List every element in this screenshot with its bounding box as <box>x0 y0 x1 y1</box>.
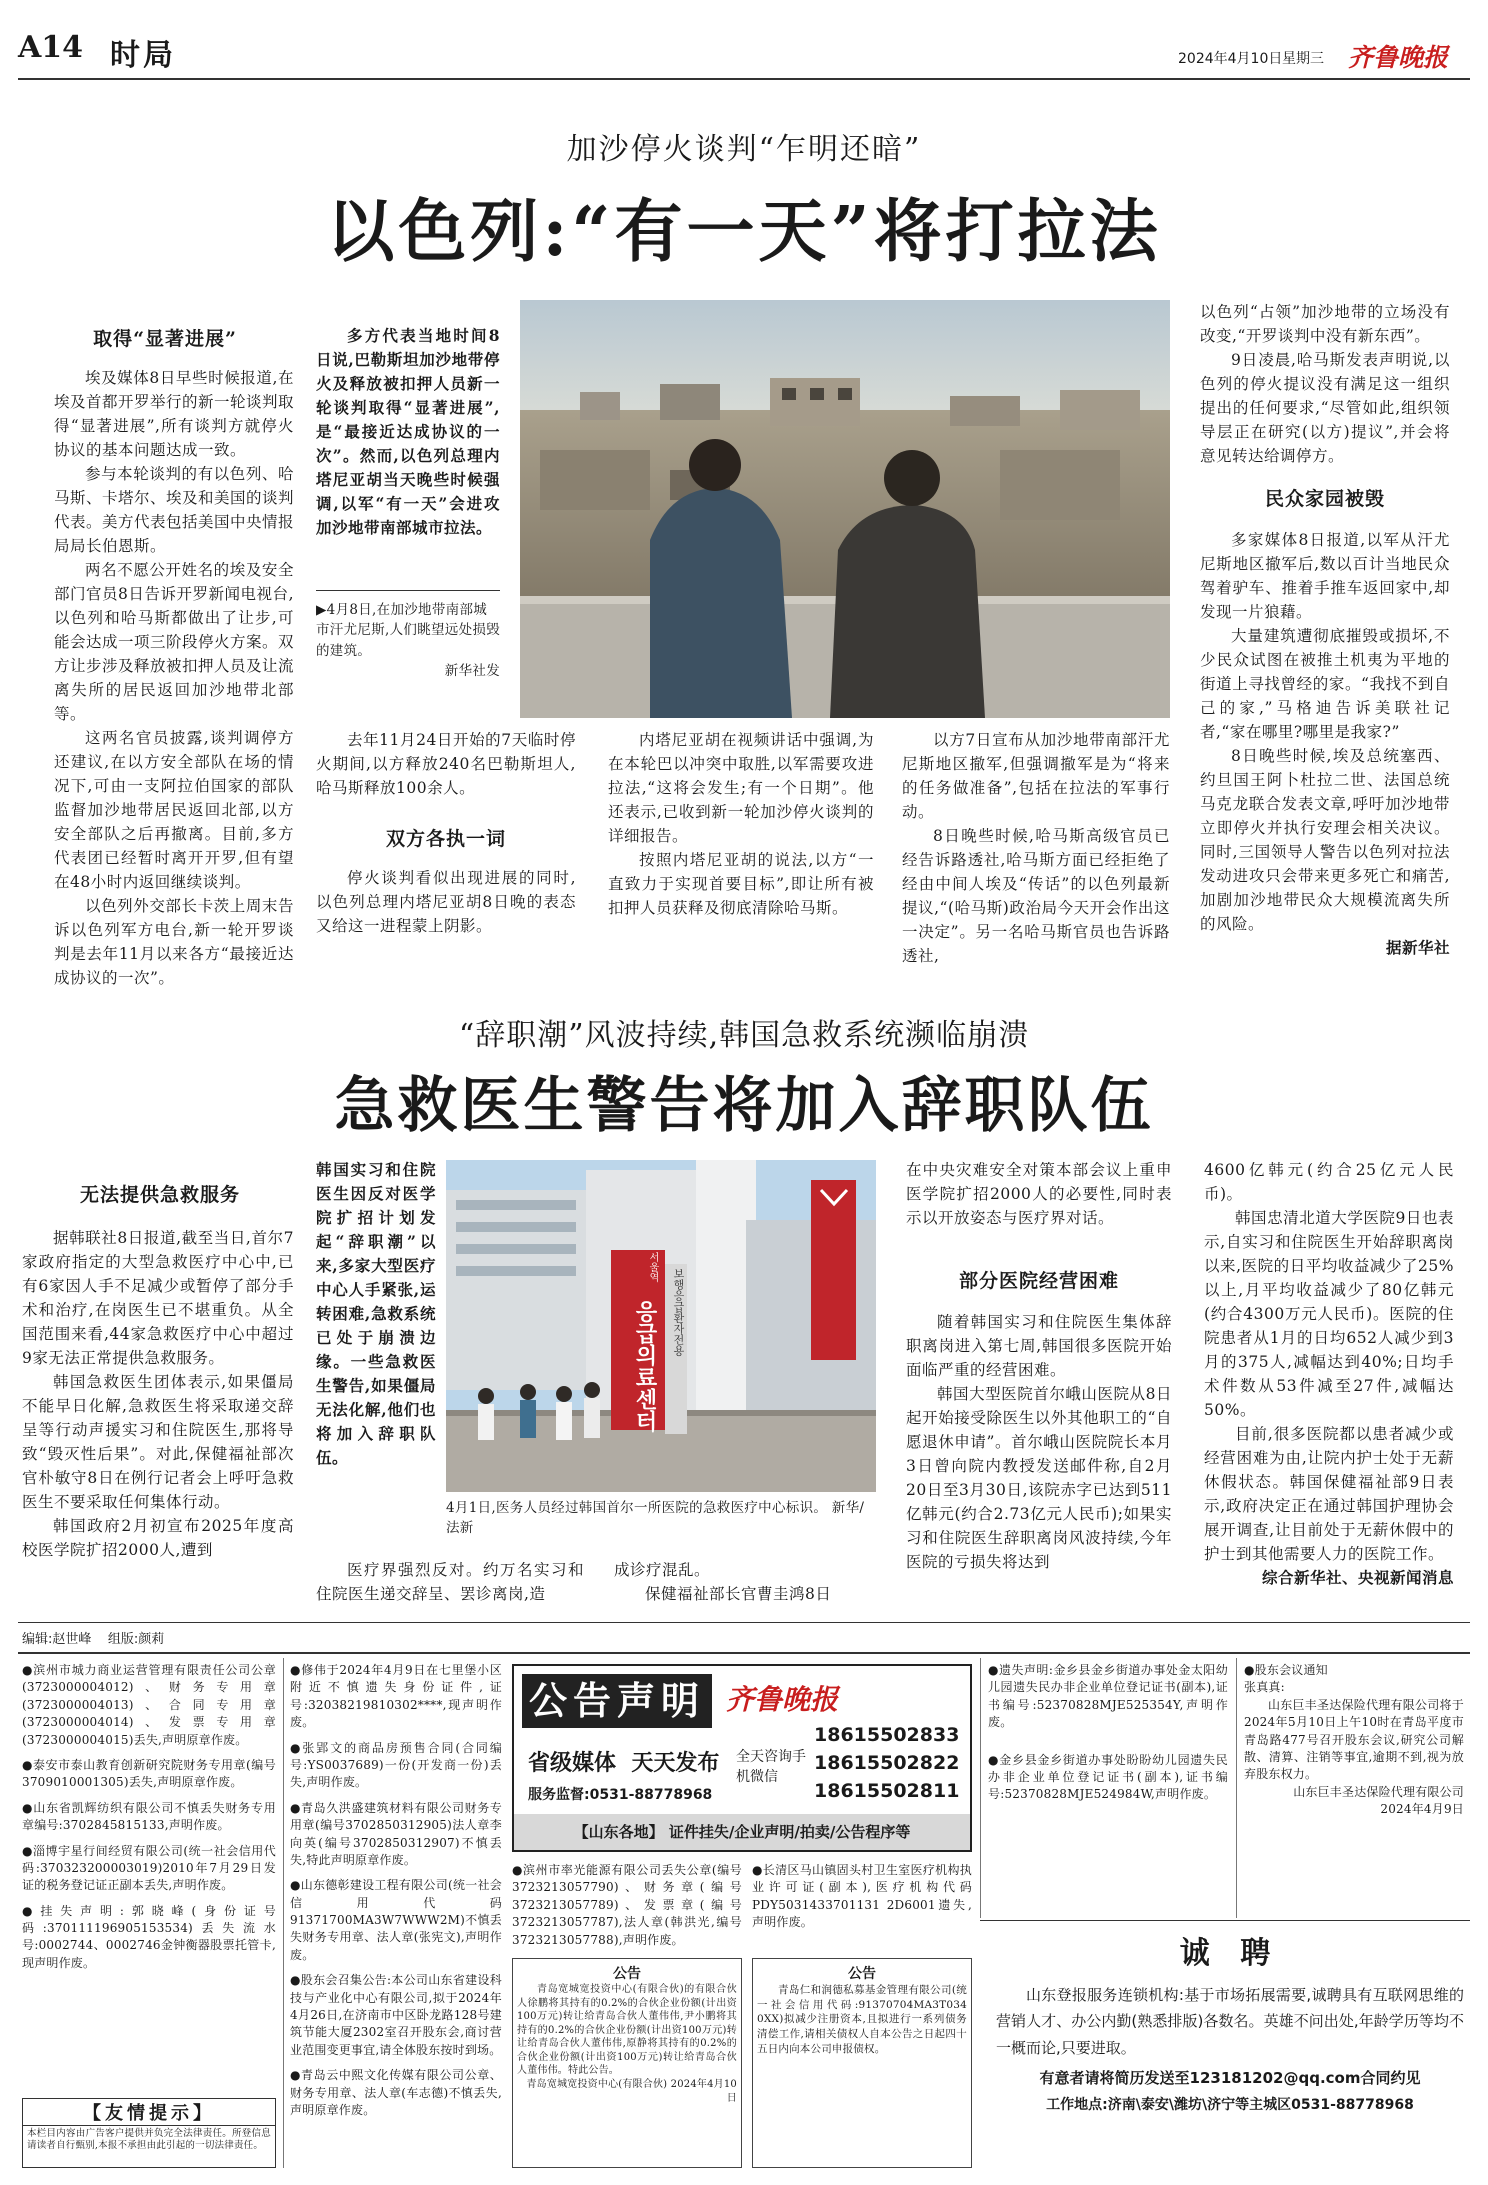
paragraph: 据韩联社8日报道,截至当日,首尔7家政府指定的大型急救医疗中心中,已有6家因人手不足减少或暂停了部分手术和治疗,在岗医生已不堪重负。从全国范围来看,44家急救医疗中心中超过9家无法正常提供急救服务。 <box>22 1229 294 1368</box>
article2-subhead-noservice: 无法提供急救服务 <box>79 1184 240 1206</box>
ads-col3b <box>752 1862 972 1940</box>
notice-phone: 18615502811 <box>814 1780 960 1802</box>
notice-service-line: 服务监督:0531-88778968 <box>528 1787 713 1803</box>
article2-subhead-hospitals: 部分医院经营困难 <box>958 1270 1119 1292</box>
article1-kicker: 加沙停火谈判“乍明还暗” <box>566 132 922 167</box>
article2-source: 综合新华社、央视新闻消息 <box>1261 1568 1454 1588</box>
article1-col5-top <box>1200 300 1450 468</box>
paragraph: 8日晚些时候,埃及总统塞西、约旦国王阿卜杜拉二世、法国总统马克龙联合发表文章,呼吁加沙地带立即停火并执行安理会相关决议。同时,三国领导人警告以色列对拉法发动进攻只会带来更多死亡和痛苦,加剧加沙地带民众大规模流离失所的风险。 <box>1200 747 1450 934</box>
paragraph: 两名不愿公开姓名的埃及安全部门官员8日告诉开罗新闻电视台,以色列和哈马斯都做出了让步,可能会达成一项三阶段停火方案。双方让步涉及释放被扣押人员及让流离失所的居民返回加沙地带北部等。 <box>54 561 295 724</box>
editor-credit: 编辑:赵世峰 组版:颜莉 <box>22 1632 165 1647</box>
ad-item-title: ●股东会议通知 <box>1244 1663 1328 1677</box>
recruit-rule <box>980 1920 1470 1921</box>
paragraph: 韩国大型医院首尔峨山医院从8日起开始接受除医生以外其他职工的“自愿退休申请”。首尔峨山医院院长本月3日曾向院内教授发送邮件称,自2月20日至3月30日,该院赤字已达到511亿韩元(约合2.73亿元人民币);如果实习和住院医生辞职离岗风波持续,今年医院的亏损失将达到 <box>906 1385 1172 1572</box>
paragraph: 成诊疗混乱。 <box>614 1561 711 1579</box>
korea-hospital-photo <box>446 1160 876 1492</box>
article1-col3 <box>608 728 874 920</box>
paragraph: 参与本轮谈判的有以色列、哈马斯、卡塔尔、埃及和美国的谈判代表。美方代表包括美国中央情报局局长伯恩斯。 <box>54 465 295 556</box>
article2-col4-top <box>906 1158 1172 1230</box>
ad-item: ●长清区马山镇固头村卫生室医疗机构执业许可证(副本),医疗机构代码PDY5031433701131 2D6001遗失,声明作废。 <box>752 1863 972 1930</box>
notice-paper-logo: 齐鲁晚报 <box>726 1683 839 1716</box>
notice-title: 公告声明 <box>522 1674 712 1728</box>
paragraph: 9日凌晨,哈马斯发表声明说,以色列的停火提议没有满足这一组织提出的任何要求,“尽管如此,组织领导层正在研究(以方)提议”,并会将意见转达给调停方。 <box>1200 351 1450 466</box>
article1-source: 据新华社 <box>1385 938 1450 958</box>
emergency-center-sign: 응급의료센터 <box>632 1300 657 1432</box>
notice-footer: 【山东各地】 证件挂失/企业声明/拍卖/公告程序等 <box>514 1814 970 1850</box>
ad-item: ●青岛云中熙文化传媒有限公司公章、财务专用章、法人章(车志德)不慎丢失,声明原章作废。 <box>290 2068 502 2117</box>
gaza-photo <box>520 300 1170 718</box>
recruit-box <box>996 1928 1464 2168</box>
paragraph: 停火谈判看似出现进展的同时,以色列总理内塔尼亚胡8日晚的表态又给这一进程蒙上阴影。 <box>316 869 576 936</box>
article2-col4 <box>906 1310 1172 1574</box>
article1-photo-caption <box>316 600 500 681</box>
recruit-title: 诚 聘 <box>1179 1936 1281 1971</box>
ad-item: ●金乡县金乡街道办事处盼盼幼儿园遗失民办非企业单位登记证书(副本),证书编号:52370828MJE524984W,声明作废。 <box>988 1752 1228 1802</box>
small-notice-text: 青岛宽城宽投资中心(有限合伙)的有限合伙人徐鹏将其持有的0.2%的合伙企业份额(计出资100万元)转让给青岛合伙人董伟伟,尹小鹏将其持有的0.2%的合伙企业份额(计出资100万元)转让给青岛合伙人董伟伟,原静将其持有的0.2%的合伙企业份额(计出资100万元)转让给青岛合伙人董伟伟。特此公告。 <box>517 1984 737 2076</box>
ad-item: ●淄博宇星行间经贸有限公司(统一社会信用代码:370323200003019)2010年7月29日发证的税务登记证正副本丢失,声明作废。 <box>22 1843 276 1893</box>
issue-date: 2024年4月10日 <box>1178 51 1283 67</box>
gaza-photo-illustration <box>520 300 1170 718</box>
caption-text: 4月1日,医务人员经过韩国首尔一所医院的急救医疗中心标识。 <box>446 1500 828 1516</box>
article1-intro: 多方代表当地时间8日说,巴勒斯坦加沙地带停火及释放被扣押人员新一轮谈判取得“显著进展”,是“最接近达成协议的一次”。然而,以色列总理内塔尼亚胡当天晚些时候强调,以军“有一天”会进攻加沙地带南部城市拉法。 <box>316 326 500 538</box>
article1-subhead-disagree: 双方各执一词 <box>385 828 506 850</box>
issue-weekday: 星期三 <box>1282 51 1324 67</box>
paragraph: 内塔尼亚胡在视频讲话中强调,为在本轮巴以冲突中取胜,以军需要攻进拉法,“这将会发生;有一个日期”。他还表示,已收到新一轮加沙停火谈判的详细报告。 <box>608 731 874 846</box>
article1-col2b <box>316 866 576 938</box>
small-notice-2 <box>752 1958 972 2168</box>
ads-col2 <box>290 1662 502 2127</box>
ad-item: ●滨州市城力商业运营管理有限责任公司公章(3723000004012)、财务专用章(3723000004013)、合同专用章(3723000004014)、发票专用章(3723000004015)丢失,声明原章作废。 <box>22 1663 276 1747</box>
ad-item: ●山东德彰建设工程有限公司(统一社会信用代码91371700MA3W7WWW2M)不慎丢失财务专用章、法人章(张宪文),声明作废。 <box>290 1878 502 1962</box>
ad-item: ●张郢文的商品房预售合同(合同编号:YS0037689)一份(开发商一份)丢失,声明作废。 <box>290 1740 502 1790</box>
ads-col5 <box>1244 1662 1464 1819</box>
small-notice-title: 公告 <box>848 1966 876 1982</box>
article2-col5 <box>1204 1158 1454 1590</box>
article1-headline: 以色列:“有一天”将打拉法 <box>326 192 1162 272</box>
ads-rule-top <box>18 1652 1470 1654</box>
article1-col2 <box>316 728 576 800</box>
ad-item: ●遗失声明:金乡县金乡街道办事处金太阳幼儿园遗失民办非企业单位登记证书(副本),证书编号:52370828MJE525354Y,声明作废。 <box>988 1663 1228 1730</box>
ad-item: ●股东会召集公告:本公司山东省建设科技与产业化中心有限公司,拟于2024年4月26日,在济南市中区卧龙路128号建筑节能大厦2302室召开股东会,商讨营业范围变更事宜,请全体股东按时到场。 <box>290 1973 502 2057</box>
ads-divider-1 <box>283 1658 284 2168</box>
section-name: 时局 <box>110 38 176 73</box>
paragraph: 韩国忠清北道大学医院9日也表示,自实习和住院医生开始辞职离岗以来,医院的日平均收益减少了25%以上,月平均收益减少了80亿韩元(约合4300万元人民币)。医院的住院患者从1月的日均652人减少到3月的375人,减幅达到40%;日均手术件数从53件减至27件,减幅达50%。 <box>1204 1209 1454 1420</box>
header-rule <box>18 78 1470 80</box>
small-notice-title: 公告 <box>613 1966 641 1982</box>
caption-credit: 新华社发 <box>444 662 500 679</box>
ads-divider-2 <box>980 1658 981 1918</box>
editor-rule-top <box>18 1622 1470 1623</box>
page-code: A14 <box>18 30 84 65</box>
ad-item: ●修伟于2024年4月9日在七里堡小区附近不慎遗失身份证件,证号:32038219810302****,现声明作废。 <box>290 1663 502 1730</box>
notice-hotline-label: 全天咨询手机微信 <box>736 1749 806 1785</box>
paragraph: 多家媒体8日报道,以军从汗尤尼斯地区撤军后,数以百计当地民众驾着驴车、推着手推车返回家中,却发现一片狼藉。 <box>1200 531 1450 622</box>
paragraph: 8日晚些时候,哈马斯高级官员已经告诉路透社,哈马斯方面已经拒绝了经由中间人埃及“传话”的以色列最新提议,“(哈马斯)政治局今天开会作出这一决定”。另一名哈马斯官员也告诉路透社, <box>902 827 1170 966</box>
paragraph: 医疗界强烈反对。约万名实习和住院医生递交辞呈、罢诊离岗,造 <box>316 1561 584 1604</box>
notice-phone: 18615502822 <box>814 1752 960 1774</box>
ads-col1 <box>22 1662 276 1980</box>
small-notice-1 <box>512 1958 742 2168</box>
article2-headline: 急救医生警告将加入辞职队伍 <box>334 1071 1154 1141</box>
ads-col3 <box>512 1862 742 1957</box>
article1-subhead-progress: 取得“显著进展” <box>93 328 237 350</box>
paper-logo: 齐鲁晚报 <box>1348 43 1449 72</box>
ad-item: ●青岛久洪盛建筑材料有限公司财务专用章(编号3702850312905)法人章李向英(编号3702850312907)不慎丢失,特此声明原章作废。 <box>290 1800 502 1867</box>
ad-item: 山东巨丰圣达保险代理有限公司 <box>1293 1784 1464 1799</box>
article1-col4 <box>902 728 1170 968</box>
korea-hospital-illustration <box>446 1160 876 1492</box>
sign-side-label: 보행응급환자전용 <box>672 1268 685 1356</box>
recruit-contact: 有意者请将简历发送至123181202@qq.com合同约见 <box>1039 2068 1421 2087</box>
friendly-tip-text: 本栏目内容由广告客户提供并负完全法律责任。所登信息请读者自行甄别,本报不承担由此引起的一切法律责任。 <box>27 2128 271 2152</box>
article1-subhead-homes: 民众家园被毁 <box>1264 488 1385 510</box>
paragraph: 目前,很多医院都以患者减少或经营困难为由,让院内护士处于无薪休假状态。韩国保健福祉部9日表示,政府决定正在通过韩国护理协会展开调查,让目前处于无薪休假中的护士到其他需要人力的医院工作。 <box>1204 1425 1454 1564</box>
ad-item: 山东巨丰圣达保险代理有限公司将于2024年5月10日上午10时在青岛平度市青岛路477号召开股东会议,研究公司解散、清算、注销等事宜,逾期不到,视为放弃股东权力。 <box>1244 1697 1464 1782</box>
paragraph: 以色列“占领”加沙地带的立场没有改变,“开罗谈判中没有新东西”。 <box>1200 303 1450 346</box>
paragraph: 大量建筑遭彻底摧毁或损坏,不少民众试图在被推土机夷为平地的街道上寻找曾经的家。“我找不到自己的家,”马格迪告诉美联社记者,“家在哪里?哪里是我家?” <box>1200 627 1450 742</box>
caption-credit: 新华/法新 <box>446 1500 865 1537</box>
notice-phone: 18615502833 <box>814 1724 960 1746</box>
paragraph: 随着韩国实习和住院医生集体辞职离岗进入第七周,韩国很多医院开始面临严重的经营困难。 <box>906 1313 1172 1380</box>
article2-intro: 韩国实习和住院医生因反对医学院扩招计划发起“辞职潮”以来,多家大型医疗中心人手紧张,运转困难,急救系统已处于崩溃边缘。一些急救医生警告,如果僵局无法化解,他们也将加入辞职队伍。 <box>316 1160 436 1468</box>
paragraph: 去年11月24日开始的7天临时停火期间,以方释放240名巴勒斯坦人,哈马斯释放100余人。 <box>316 731 576 798</box>
ad-item: 张真真: <box>1244 1680 1285 1695</box>
recruit-location: 工作地点:济南\泰安\潍坊\济宁等主城区0531-88778968 <box>1046 2096 1414 2113</box>
paragraph: 4600亿韩元(约合25亿元人民币)。 <box>1204 1161 1454 1204</box>
paragraph: 埃及媒体8日早些时候报道,在埃及首都开罗举行的新一轮谈判取得“显著进展”,所有谈判方就停火协议的基本问题达成一致。 <box>54 369 295 460</box>
paragraph: 韩国政府2月初宣布2025年度高校医学院扩招2000人,遭到 <box>22 1517 294 1560</box>
article2-kicker: “辞职潮”风波持续,韩国急救系统濒临崩溃 <box>458 1018 1030 1053</box>
ad-item: 2024年4月9日 <box>1380 1802 1464 1817</box>
ad-item: ●泰安市泰山教育创新研究院财务专用章(编号3709010001305)丢失,声明原章作废。 <box>22 1757 276 1790</box>
ad-item: ●滨州市率光能源有限公司丢失公章(编号3723213057790)、财务章(编号3723213057789)、发票章(编号3723213057787),法人章(韩洪光,编号3723213057788),声明作废。 <box>512 1863 742 1947</box>
friendly-tip-title: 【友情提示】 <box>23 2099 275 2126</box>
paragraph: 这两名官员披露,谈判调停方还建议,在以方安全部队在场的情况下,可由一支阿拉伯国家的部队监督加沙地带居民返回北部,以方安全部队之后再撤离。目前,多方代表团已经暂时离开开罗,但有望在48小时内返回继续谈判。 <box>54 729 294 892</box>
small-notice-text: 青岛仁和润德私募基金管理有限公司(统一社会信用代码:91370704MA3T034 0XX)拟减少注册资本,且拟进行一系列债务清偿工作,请相关债权人自本公告之日起四十五日内向本公司申报债权。 <box>757 1984 967 2055</box>
notice-ad-box <box>512 1664 972 1852</box>
paragraph: 在中央灾难安全对策本部会议上重申医学院扩招2000人的必要性,同时表示以开放姿态与医疗界对话。 <box>906 1161 1172 1228</box>
paragraph: 韩国急救医生团体表示,如果僵局不能早日化解,急救医生将采取递交辞呈等行动声援实习和住院医生,那将导致“毁灭性后果”。对此,保健福祉部次官朴敏守8日在例行记者会上呼吁急救医生不要采取任何集体行动。 <box>22 1373 294 1512</box>
page-header <box>18 30 1470 74</box>
friendly-tip-box <box>22 2098 276 2168</box>
ads-col4 <box>988 1662 1228 1812</box>
article2-photo-caption <box>446 1498 876 1539</box>
paragraph: 以色列外交部长卡茨上周末告诉以色列军方电台,新一轮开罗谈判是去年11月以来各方“最接近达成协议的一次”。 <box>54 897 294 988</box>
article2-col1 <box>22 1226 294 1562</box>
ad-item: ●山东省凯辉纺织有限公司不慎丢失财务专用章编号:3702845815133,声明作废。 <box>22 1800 276 1833</box>
article2-col3-bottom <box>614 1558 876 1606</box>
small-notice-sign: 青岛宽城宽投资中心(有限合伙) 2024年4月10日 <box>526 2078 737 2104</box>
article1-col1 <box>54 366 294 990</box>
article1-col5-bottom <box>1200 528 1450 960</box>
ads-divider-3 <box>1236 1658 1237 1918</box>
notice-slogan: 省级媒体 天天发布 <box>528 1750 720 1776</box>
recruit-body: 山东登报服务连锁机构:基于市场拓展需要,诚聘具有互联网思维的营销人才、办公内勤(熟悉排版)各数名。英雄不问出处,年龄学历等均不一概而论,只要进取。 <box>996 1986 1464 2057</box>
paragraph: 以方7日宣布从加沙地带南部汗尤尼斯地区撤军,但强调撤军是为“将来的任务做准备”,包括在拉法的军事行动。 <box>902 731 1170 822</box>
ad-item: ●挂失声明:郭晓峰(身份证号码:370111196905153534)丢失流水号:0002744、0002746金钟衡器股票托管卡,现声明作废。 <box>22 1903 276 1970</box>
paragraph: 按照内塔尼亚胡的说法,以方“一直致力于实现首要目标”,即让所有被扣押人员获释及彻底清除哈马斯。 <box>608 851 874 918</box>
caption-rule <box>316 590 500 591</box>
sign-top-label: 서울역 <box>647 1252 658 1282</box>
paragraph: 保健福祉部长官曹圭鸿8日 <box>645 1585 832 1604</box>
article2-col2-bottom <box>316 1558 584 1606</box>
caption-text: ▶4月8日,在加沙地带南部城市汗尤尼斯,人们眺望远处损毁的建筑。 <box>316 602 500 659</box>
